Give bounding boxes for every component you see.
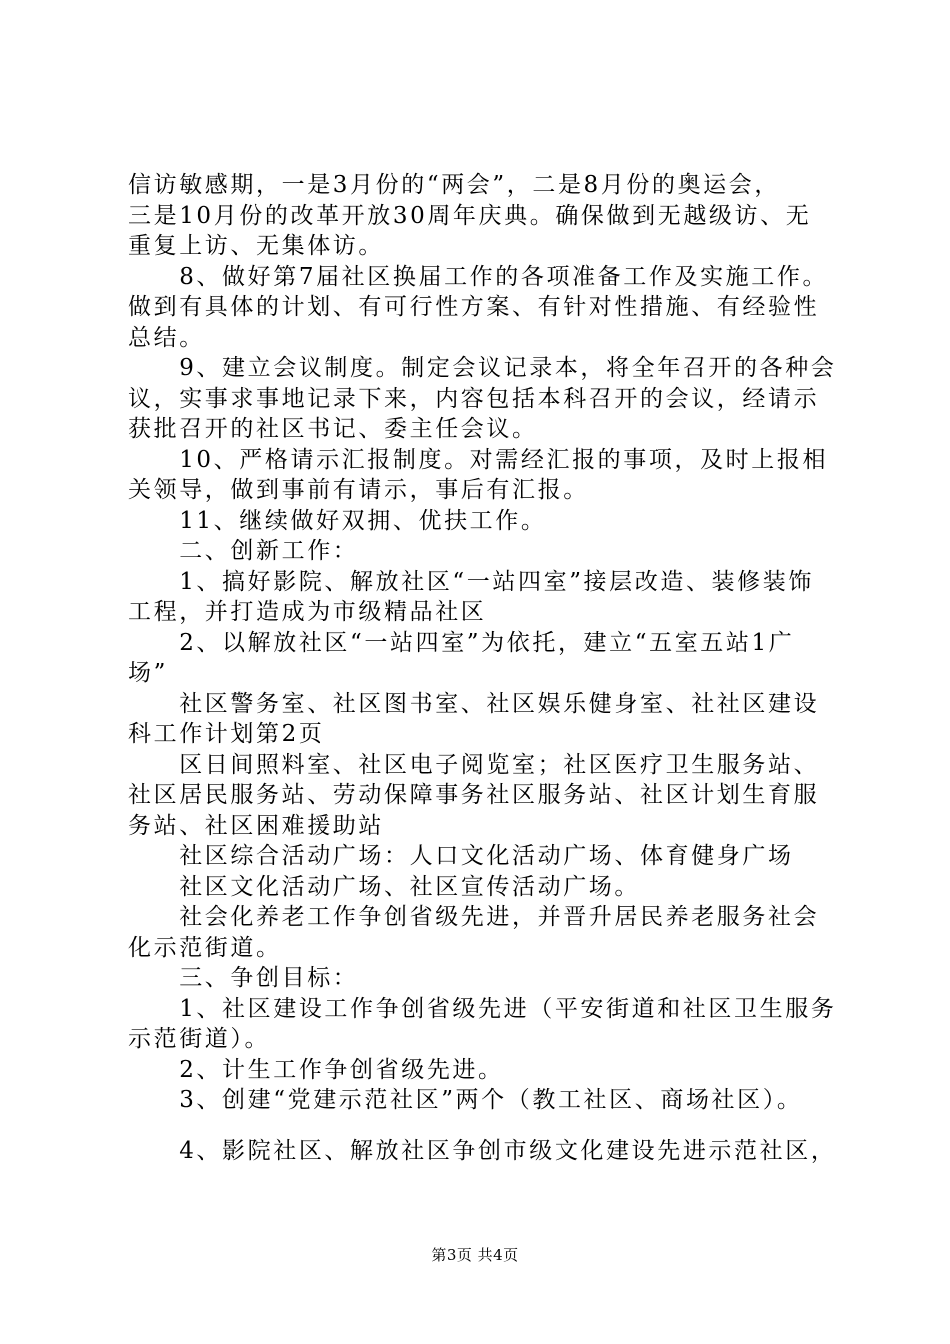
- text-line: 三是10月份的改革开放30周年庆典。确保做到无越级访、无: [128, 202, 812, 229]
- text-line: 重复上访、无集体访。: [128, 233, 384, 259]
- text-line: 化示范街道。: [128, 934, 282, 961]
- document-body: [128, 170, 837, 1166]
- text-line: 获批召开的社区书记、委主任会议。: [128, 416, 538, 442]
- section-heading: 二、创新工作：: [128, 538, 359, 564]
- text-line: 2、以解放社区“一站四室”为依托，建立“五室五站1广: [128, 629, 795, 656]
- text-line: 10、严格请示汇报制度。对需经汇报的事项，及时上报相: [128, 446, 829, 473]
- text-line: 3、创建“党建示范社区”两个（教工社区、商场社区）。: [128, 1087, 803, 1113]
- text-line: 场”: [128, 660, 168, 686]
- text-line: 示范街道）。: [128, 1026, 271, 1052]
- text-line: 8、做好第7届社区换届工作的各项准备工作及实施工作。: [128, 263, 829, 290]
- text-line: 社会化养老工作争创省级先进，并晋升居民养老服务社会: [128, 904, 820, 930]
- text-line: 做到有具体的计划、有可行性方案、有针对性措施、有经验性: [128, 294, 820, 320]
- text-line: 议，实事求事地记录下来，内容包括本科召开的会议，经请示: [128, 385, 820, 412]
- text-line: 社区综合活动广场：人口文化活动广场、体育健身广场: [128, 843, 794, 869]
- text-line: 社区居民服务站、劳动保障事务社区服务站、社区计划生育服: [128, 782, 820, 808]
- text-line: 4、影院社区、解放社区争创市级文化建设先进示范社区，: [128, 1137, 837, 1164]
- text-line: 科工作计划第2页: [128, 721, 325, 747]
- text-line: 11、继续做好双拥、优扶工作。: [128, 507, 547, 534]
- text-line: 社区警务室、社区图书室、社区娱乐健身室、社社区建设: [128, 690, 820, 717]
- text-line: 务站、社区困难援助站: [128, 812, 384, 839]
- text-line: 工程，并打造成为市级精品社区: [128, 599, 487, 625]
- text-line: 9、建立会议制度。制定会议记录本，将全年召开的各种会: [128, 355, 837, 381]
- text-line: 社区文化活动广场、社区宣传活动广场。: [128, 873, 640, 900]
- text-line: 总结。: [128, 324, 205, 351]
- text-line: 2、计生工作争创省级先进。: [128, 1056, 504, 1083]
- text-line: 区日间照料室、社区电子阅览室；社区医疗卫生服务站、: [128, 751, 820, 778]
- text-line: 关领导，做到事前有请示，事后有汇报。: [128, 477, 589, 503]
- paragraph-gap: [128, 1116, 833, 1136]
- text-line: 1、搞好影院、解放社区“一站四室”接层改造、装修装饰: [128, 568, 814, 595]
- section-heading: 三、争创目标：: [128, 965, 359, 991]
- text-line: 信访敏感期，一是3月份的“两会”，二是8月份的奥运会，: [128, 172, 780, 198]
- page-footer: 第3页 共4页: [431, 1246, 519, 1264]
- text-line: 1、社区建设工作争创省级先进（平安街道和社区卫生服务: [128, 995, 837, 1022]
